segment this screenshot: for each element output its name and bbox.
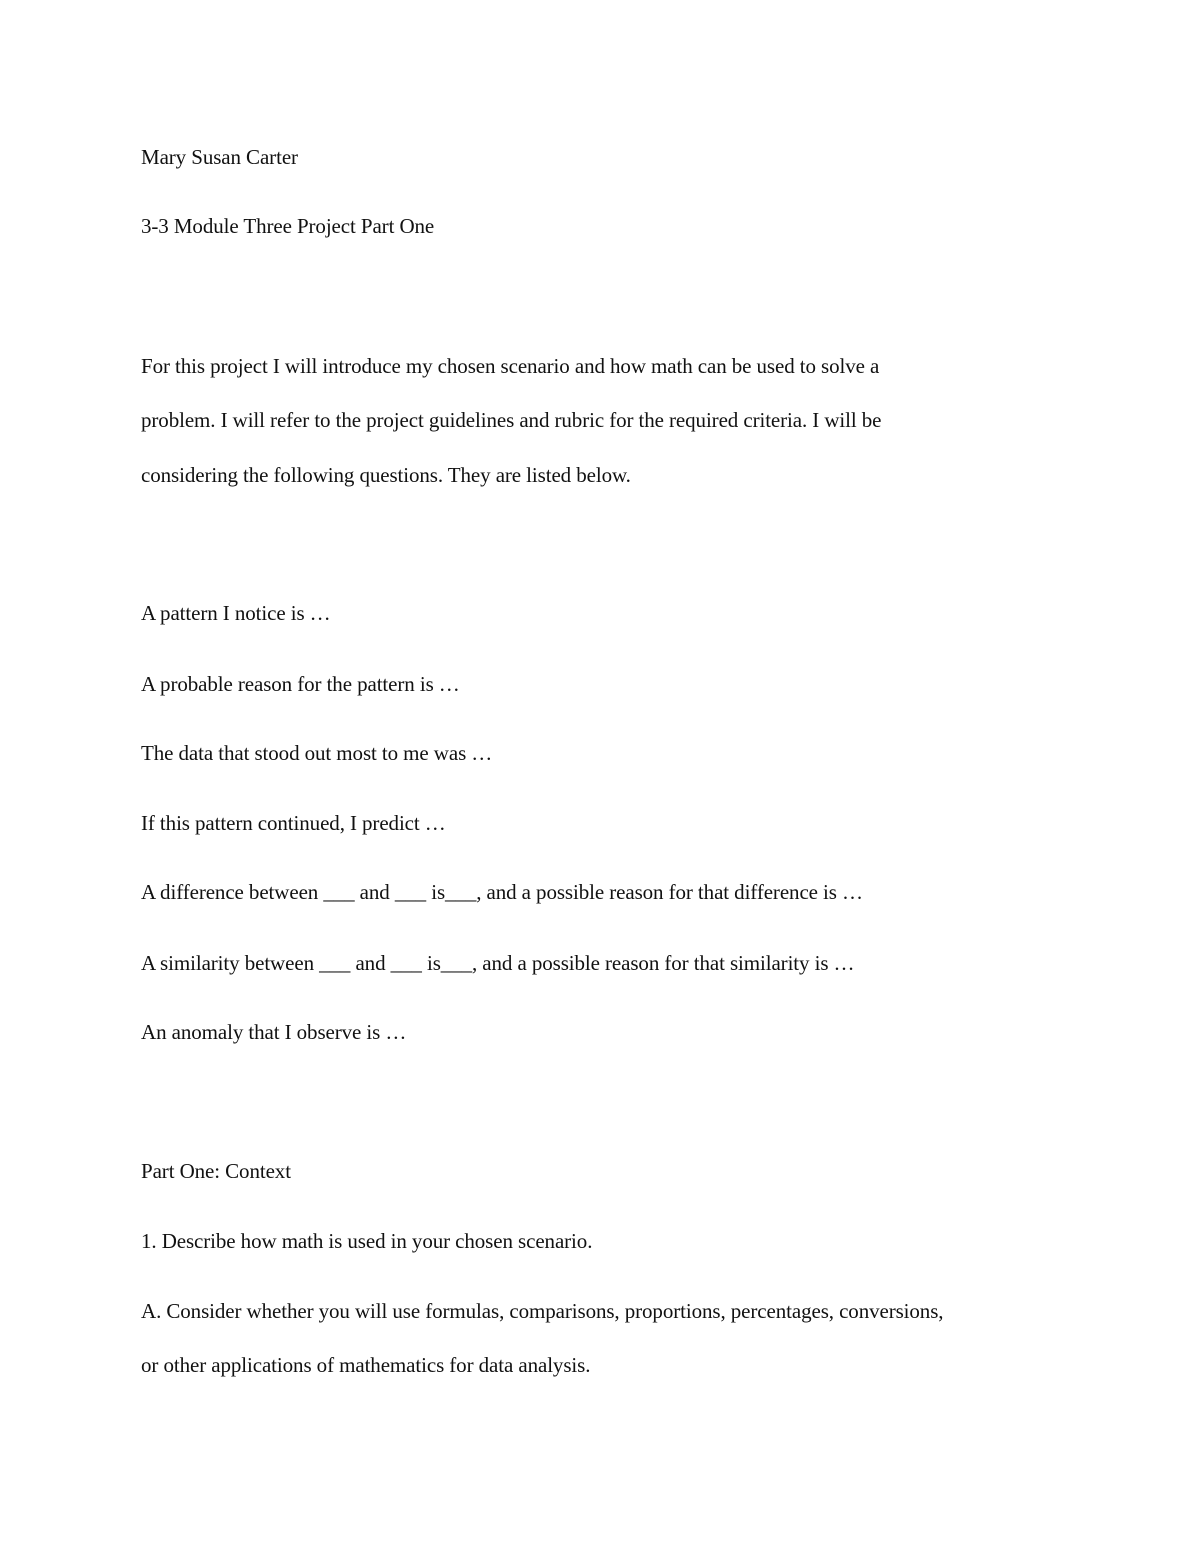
prompt-item: A probable reason for the pattern is …	[141, 672, 460, 696]
intro-line: considering the following questions. They are listed below.	[141, 463, 631, 487]
prompt-item: If this pattern continued, I predict …	[141, 811, 446, 835]
question-1: 1. Describe how math is used in your chosen scenario.	[141, 1229, 593, 1253]
prompt-item: The data that stood out most to me was …	[141, 741, 493, 765]
prompt-item: A pattern I notice is …	[141, 601, 331, 625]
assignment-title: 3-3 Module Three Project Part One	[141, 214, 435, 238]
prompt-item: An anomaly that I observe is …	[141, 1020, 407, 1044]
author-name: Mary Susan Carter	[141, 145, 298, 169]
intro-line: For this project I will introduce my chosen scenario and how math can be used to solve a	[141, 354, 880, 378]
section-title: Part One: Context	[141, 1159, 291, 1183]
intro-line: problem. I will refer to the project guidelines and rubric for the required criteria. I will be	[141, 408, 882, 432]
question-a-line: or other applications of mathematics for data analysis.	[141, 1353, 591, 1377]
prompt-item: A similarity between ___ and ___ is___, and a possible reason for that similarity is …	[141, 951, 855, 975]
question-a-line: A. Consider whether you will use formulas, comparisons, proportions, percentages, conversions,	[141, 1299, 944, 1323]
prompt-item: A difference between ___ and ___ is___, and a possible reason for that difference is …	[141, 880, 863, 904]
